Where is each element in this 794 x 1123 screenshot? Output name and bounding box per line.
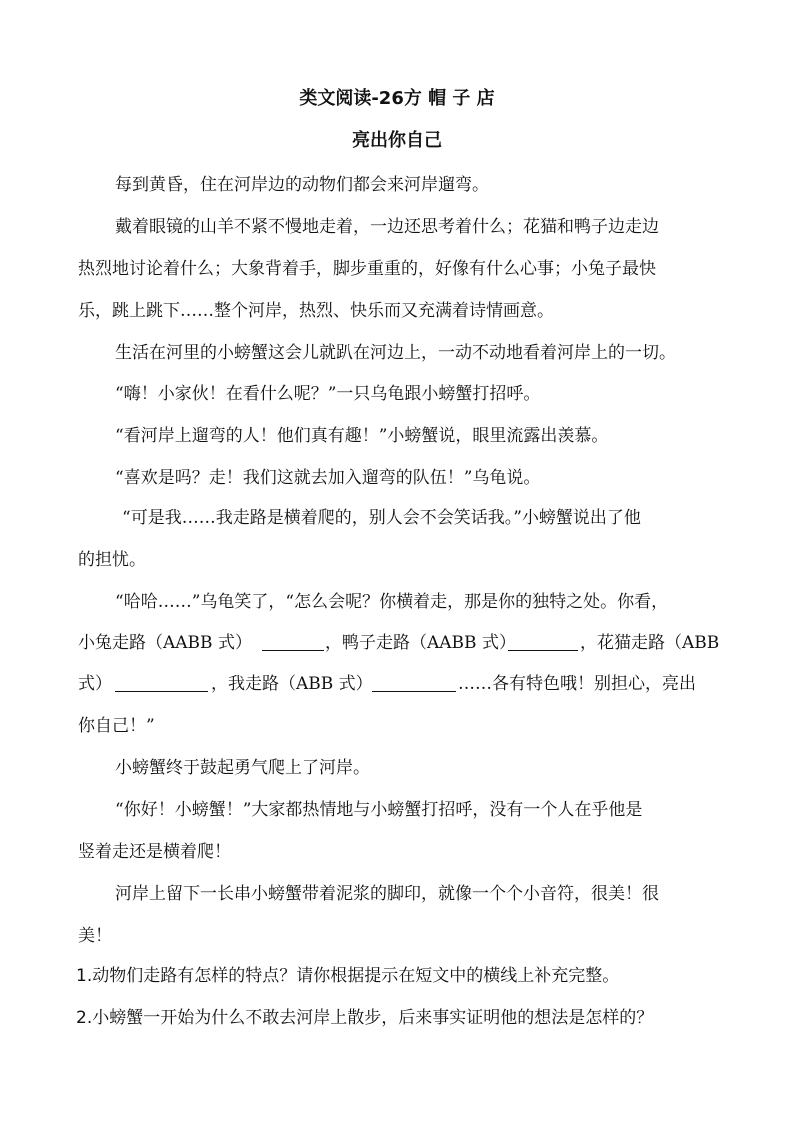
question-1: 1.动物们走路有怎样的特点？请你根据提示在短文中的横线上补充完整。 (76, 966, 620, 986)
paragraph-line: “喜欢是吗？走！我们这就去加入遛弯的队伍！”乌龟说。 (115, 468, 541, 488)
paragraph-line: “可是我……我走路是横着爬的，别人会不会笑话我。”小螃蟹说出了他 (122, 508, 641, 528)
answer-blank-turtle[interactable] (372, 673, 456, 692)
paragraph-line: “你好！小螃蟹！”大家都热情地与小螃蟹打招呼，没有一个人在乎他是 (115, 800, 643, 820)
paragraph-line: 美！ (78, 926, 112, 946)
paragraph-line: 乐，跳上跳下……整个河岸，热烈、快乐而又充满着诗情画意。 (78, 301, 554, 321)
page-title: 类文阅读-26方 帽 子 店 (299, 88, 495, 109)
article-title: 亮出你自己 (352, 130, 442, 151)
question-2: 2.小螃蟹一开始为什么不敢去河岸上散步，后来事实证明他的想法是怎样的？ (76, 1008, 654, 1028)
answer-blank-rabbit[interactable] (262, 632, 324, 651)
paragraph-line: 每到黄昏，住在河岸边的动物们都会来河岸遛弯。 (115, 175, 489, 195)
paragraph-line: 热烈地讨论着什么；大象背着手，脚步重重的，好像有什么心事；小兔子最快 (78, 259, 656, 279)
answer-blank-duck[interactable] (508, 632, 578, 651)
answer-blank-cat[interactable] (115, 673, 208, 692)
paragraph-line: 你自己！” (78, 716, 155, 736)
fill-in-line: 式） ，我走路（ABB 式） ……各有特色哦！别担心，亮出 (78, 674, 696, 694)
paragraph-line: 戴着眼镜的山羊不紧不慢地走着，一边还思考着什么；花猫和鸭子边走边 (115, 217, 659, 237)
paragraph-line: “嗨！小家伙！在看什么呢？”一只乌龟跟小螃蟹打招呼。 (115, 384, 541, 404)
paragraph-line: “哈哈……”乌龟笑了，“怎么会呢？你横着走，那是你的独特之处。你看， (115, 592, 669, 612)
paragraph-line: “看河岸上遛弯的人！他们真有趣！”小螃蟹说，眼里流露出羡慕。 (115, 426, 609, 446)
paragraph-line: 河岸上留下一长串小螃蟹带着泥浆的脚印，就像一个个小音符，很美！很 (115, 884, 659, 904)
paragraph-line: 小螃蟹终于鼓起勇气爬上了河岸。 (115, 758, 370, 778)
paragraph-line: 生活在河里的小螃蟹这会儿就趴在河边上，一动不动地看着河岸上的一切。 (115, 343, 676, 363)
fill-in-line: 小兔走路（AABB 式） ，鸭子走路（AABB 式） ，花猫走路（ABB (78, 633, 720, 653)
paragraph-line: 的担忧。 (78, 550, 146, 570)
paragraph-line: 竖着走还是横着爬！ (78, 842, 231, 862)
